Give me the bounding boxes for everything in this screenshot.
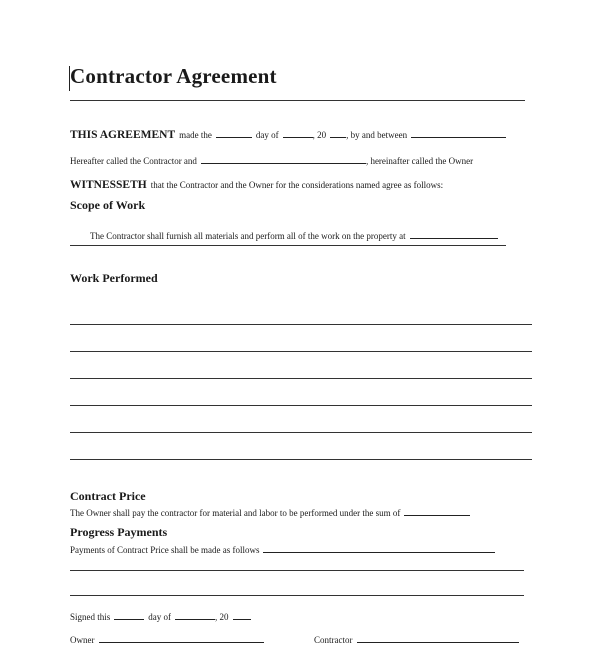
work-line-2[interactable]	[70, 351, 532, 352]
progress-payments-line	[70, 540, 495, 558]
progress-payments-heading: Progress Payments	[70, 525, 168, 539]
day-of-text: day of	[255, 130, 279, 140]
contractor-label: Contractor	[314, 635, 353, 645]
witnesseth-line	[70, 175, 443, 193]
property-blank[interactable]	[410, 231, 498, 239]
document-title: Contractor Agreement	[70, 64, 277, 88]
payments-line-1[interactable]	[70, 570, 524, 571]
progress-payments-text: Payments of Contract Price shall be made as follows	[70, 545, 260, 555]
owner-signature-blank[interactable]	[99, 635, 264, 643]
contract-price-line	[70, 503, 470, 521]
by-and-between-text: , by and between	[346, 130, 408, 140]
sum-blank[interactable]	[404, 508, 470, 516]
hereafter-suffix: , hereinafter called the Owner	[365, 156, 474, 166]
agreement-lead: THIS AGREEMENT	[70, 129, 176, 141]
party-blank[interactable]	[411, 130, 506, 138]
hereafter-prefix: Hereafter called the Contractor and	[70, 156, 197, 166]
owner-label: Owner	[70, 635, 95, 645]
hereafter-line	[70, 151, 473, 169]
scope-line	[90, 226, 498, 244]
work-line-5[interactable]	[70, 432, 532, 433]
payments-line-2[interactable]	[70, 595, 524, 596]
made-the-text: made the	[179, 130, 212, 140]
owner-signature-line	[70, 630, 264, 648]
contractor-signature-blank[interactable]	[357, 635, 519, 643]
year-blank[interactable]	[330, 130, 346, 138]
year-prefix-text: , 20	[312, 130, 327, 140]
witnesseth-text: that the Contractor and the Owner for the considerations named agree as follows:	[150, 180, 444, 190]
title-rule	[70, 100, 525, 101]
witnesseth-lead: WITNESSETH	[70, 179, 147, 191]
signed-day-blank[interactable]	[114, 612, 144, 620]
contractor-name-blank[interactable]	[201, 156, 366, 164]
signed-month-blank[interactable]	[175, 612, 215, 620]
contractor-signature-line	[314, 630, 519, 648]
work-line-1[interactable]	[70, 324, 532, 325]
scope-text: The Contractor shall furnish all materials and perform all of the work on the property at	[90, 231, 406, 241]
work-line-6[interactable]	[70, 459, 532, 460]
signed-year-prefix: , 20	[215, 612, 229, 622]
work-performed-heading: Work Performed	[70, 271, 158, 285]
work-line-4[interactable]	[70, 405, 532, 406]
contract-price-text: The Owner shall pay the contractor for material and labor to be performed under the sum of	[70, 508, 401, 518]
contract-price-heading: Contract Price	[70, 489, 146, 503]
scope-heading: Scope of Work	[70, 198, 146, 212]
signed-line	[70, 607, 251, 625]
signed-year-blank[interactable]	[233, 612, 251, 620]
day-blank[interactable]	[216, 130, 252, 138]
signed-prefix: Signed this	[70, 612, 111, 622]
scope-underline[interactable]	[70, 245, 506, 246]
month-blank[interactable]	[283, 130, 313, 138]
agreement-line	[70, 125, 506, 143]
signed-day-of: day of	[148, 612, 172, 622]
work-line-3[interactable]	[70, 378, 532, 379]
payments-blank[interactable]	[263, 545, 495, 553]
